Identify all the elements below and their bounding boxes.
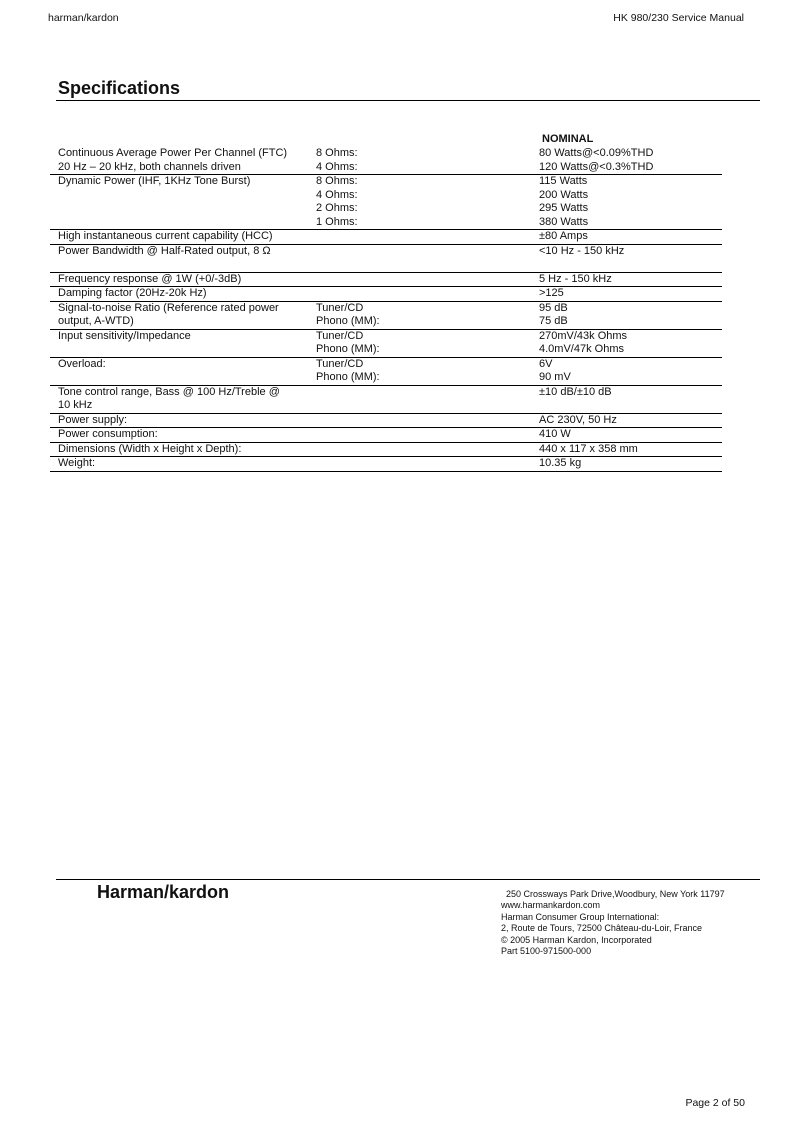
spec-row (50, 245, 722, 273)
spec-label: 20 Hz – 20 kHz, both channels driven (58, 160, 241, 173)
spec-label: Dynamic Power (IHF, 1KHz Tone Burst) (58, 175, 251, 187)
spec-label: Frequency response @ 1W (+0/-3dB) (58, 272, 242, 285)
title-divider (56, 100, 760, 101)
spec-row (50, 358, 722, 386)
spec-condition: Phono (MM): (316, 343, 380, 355)
spec-value-cell (539, 287, 719, 301)
spec-value-cell (539, 302, 719, 329)
spec-row (50, 147, 722, 175)
footer-website: www.harmankardon.com (501, 900, 601, 911)
spec-label: output, A-WTD) (58, 315, 134, 327)
spec-condition: 4 Ohms: (316, 188, 358, 201)
spec-value: 120 Watts@<0.3%THD (539, 160, 654, 173)
spec-condition: Phono (MM): (316, 371, 380, 383)
spec-label-cell (58, 386, 310, 413)
spec-value-cell (539, 273, 719, 287)
footer-part-number: Part 5100-971500-000 (501, 946, 592, 957)
footer-address (501, 889, 725, 957)
page-number: Page 2 of 50 (685, 1097, 745, 1109)
spec-value: 200 Watts (539, 188, 589, 201)
spec-row (50, 414, 722, 429)
spec-label-cell (58, 147, 310, 174)
spec-value: >125 (539, 287, 564, 299)
spec-row (50, 386, 722, 414)
spec-label: Power Bandwidth @ Half-Rated output, 8 Ω (58, 244, 271, 257)
spec-label-cell (58, 273, 310, 287)
spec-label: Power supply: (58, 413, 128, 426)
spec-value: 380 Watts (539, 215, 589, 228)
spec-value: ±80 Amps (539, 230, 588, 242)
spec-condition-cell (316, 175, 516, 229)
spec-value: 6V (539, 357, 553, 370)
spec-value-cell (539, 245, 719, 259)
spec-value: 4.0mV/47k Ohms (539, 343, 624, 355)
spec-label-cell (58, 287, 310, 301)
spec-condition: 8 Ohms: (316, 147, 358, 159)
spec-condition-cell (316, 358, 516, 385)
footer-address-line: Harman Consumer Group International: (501, 911, 660, 922)
spec-value-cell (539, 414, 719, 428)
spec-condition: Tuner/CD (316, 301, 364, 314)
spec-value: 95 dB (539, 301, 568, 314)
spec-row (50, 457, 722, 472)
spec-value-cell (539, 330, 719, 357)
spec-label: Input sensitivity/Impedance (58, 329, 191, 342)
spec-label-cell (58, 230, 310, 244)
spec-row (50, 330, 722, 358)
spec-label: High instantaneous current capability (HCC) (58, 230, 273, 242)
spec-label-cell (58, 175, 310, 189)
spec-value: AC 230V, 50 Hz (539, 413, 617, 426)
spec-label: Signal-to-noise Ratio (Reference rated power (58, 301, 279, 314)
spec-value-cell (539, 457, 719, 471)
nominal-column-header: NOMINAL (542, 133, 594, 145)
spec-value: 440 x 117 x 358 mm (539, 442, 638, 455)
footer-address-line: 250 Crossways Park Drive,Woodbury, New York 11797 (506, 889, 725, 899)
spec-row (50, 287, 722, 302)
spec-label: 10 kHz (58, 399, 93, 411)
spec-label: Dimensions (Width x Height x Depth): (58, 442, 242, 455)
spec-label-cell (58, 457, 310, 471)
spec-condition-cell (316, 302, 516, 329)
spec-condition: 1 Ohms: (316, 215, 358, 228)
spec-label-cell (58, 330, 310, 344)
spec-label-cell (58, 358, 310, 372)
spec-label: Continuous Average Power Per Channel (FTC) (58, 147, 288, 159)
spec-condition: Tuner/CD (316, 357, 364, 370)
spec-row (50, 428, 722, 443)
spec-condition: 2 Ohms: (316, 202, 358, 214)
spec-label-cell (58, 245, 310, 259)
spec-condition-cell (316, 147, 516, 174)
spec-value-cell (539, 230, 719, 244)
spec-value: 115 Watts (539, 175, 588, 187)
spec-value: <10 Hz - 150 kHz (539, 244, 625, 257)
footer-copyright: © 2005 Harman Kardon, Incorporated (501, 934, 652, 945)
spec-value: 5 Hz - 150 kHz (539, 272, 612, 285)
spec-label: Weight: (58, 457, 96, 469)
spec-value: 90 mV (539, 371, 571, 383)
spec-value-cell (539, 386, 719, 400)
spec-label-cell (58, 443, 310, 457)
spec-label-cell (58, 302, 310, 329)
spec-condition-cell (316, 330, 516, 357)
page-title: Specifications (58, 78, 181, 98)
spec-label-cell (58, 414, 310, 428)
spec-value: 410 W (539, 428, 571, 440)
spec-row (50, 302, 722, 330)
footer-brand: Harman/kardon (97, 882, 230, 902)
header-manual-title: HK 980/230 Service Manual (613, 12, 744, 24)
spec-row (50, 273, 722, 288)
header-brand: harman/kardon (48, 12, 119, 24)
spec-condition: 4 Ohms: (316, 160, 358, 173)
spec-value: 295 Watts (539, 202, 589, 214)
specifications-table (50, 147, 722, 472)
spec-condition: 8 Ohms: (316, 175, 358, 187)
spec-label-cell (58, 428, 310, 442)
spec-row (50, 175, 722, 230)
spec-value-cell (539, 443, 719, 457)
spec-condition: Phono (MM): (316, 315, 380, 327)
spec-label: Tone control range, Bass @ 100 Hz/Treble @ (58, 385, 280, 398)
spec-value-cell (539, 358, 719, 385)
spec-label: Power consumption: (58, 428, 158, 440)
spec-value: 75 dB (539, 315, 568, 327)
spec-label: Damping factor (20Hz-20k Hz) (58, 287, 207, 299)
spec-value: 10.35 kg (539, 457, 582, 469)
spec-row (50, 230, 722, 245)
spec-value: 270mV/43k Ohms (539, 329, 628, 342)
spec-value-cell (539, 175, 719, 229)
spec-value: ±10 dB/±10 dB (539, 385, 612, 398)
spec-label: Overload: (58, 357, 106, 370)
footer-address-line: 2, Route de Tours, 72500 Château-du-Loir, France (501, 923, 702, 934)
spec-value-cell (539, 147, 719, 174)
spec-row (50, 443, 722, 458)
spec-value: 80 Watts@<0.09%THD (539, 147, 654, 159)
spec-value-cell (539, 428, 719, 442)
spec-condition: Tuner/CD (316, 329, 364, 342)
footer-divider (56, 879, 760, 880)
